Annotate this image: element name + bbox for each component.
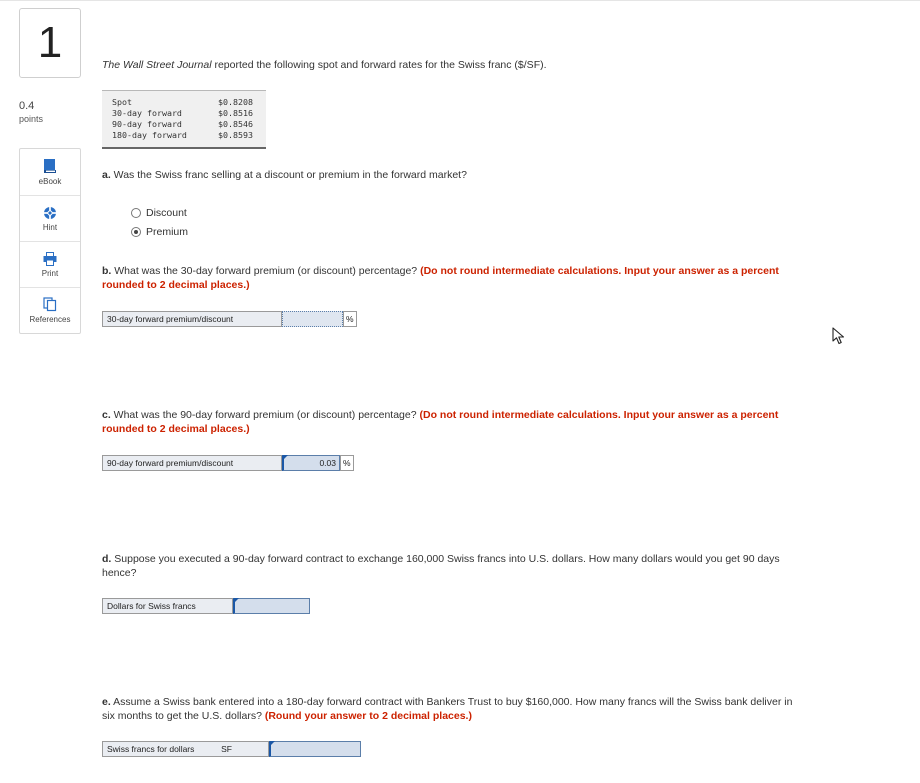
rate-label: 90-day forward — [112, 119, 182, 129]
part-b-input[interactable] — [282, 311, 343, 327]
part-a-question — [102, 168, 812, 182]
part-b-instruction: (Do not round intermediate calculations. Input your answer as a percent rounded to 2 decimal places.) — [102, 265, 779, 291]
premium-radio[interactable] — [131, 227, 141, 237]
top-divider — [0, 0, 920, 1]
part-c-prefix: c. — [102, 409, 111, 421]
part-c-field-label: 90-day forward premium/discount — [102, 455, 282, 471]
tool-sidebar — [19, 148, 81, 334]
print-button[interactable] — [20, 241, 80, 287]
rate-value: $0.8516 — [218, 108, 253, 118]
rate-label: Spot — [112, 97, 132, 107]
ebook-button[interactable] — [20, 149, 80, 195]
part-d-answer-row — [102, 598, 310, 614]
part-c-text: What was the 90-day forward premium (or discount) percentage? — [110, 409, 420, 421]
intro-text — [102, 59, 547, 71]
part-c-answer-row — [102, 455, 354, 471]
answer-flag-icon — [283, 455, 288, 460]
references-button[interactable] — [20, 287, 80, 333]
part-d-prefix: d. — [102, 553, 112, 565]
option-premium-label: Premium — [146, 226, 189, 238]
documents-icon — [43, 297, 57, 312]
part-e-text: Assume a Swiss bank entered into a 180-day forward contract with Bankers Trust to buy $160,000. How many francs will the Swiss bank deliver in six months to get the U.S. dollars? — [102, 696, 793, 722]
part-c-value: 0.03 — [319, 458, 336, 468]
part-b-field-label: 30-day forward premium/discount — [102, 311, 282, 327]
part-c-instruction: (Do not round intermediate calculations. Input your answer as a percent rounded to 2 decimal places.) — [102, 409, 779, 435]
printer-icon — [43, 252, 57, 266]
part-d-input[interactable] — [233, 598, 310, 614]
part-c-question — [102, 408, 812, 436]
book-icon — [43, 158, 57, 174]
lifebuoy-icon — [43, 206, 57, 220]
rate-value: $0.8208 — [218, 97, 253, 107]
rate-label: 180-day forward — [112, 130, 187, 140]
question-number: 1 — [19, 8, 81, 78]
part-c-input[interactable] — [282, 455, 340, 471]
points-label: points — [19, 114, 44, 124]
points-value: 0.4 — [19, 100, 35, 112]
hint-label: Hint — [42, 222, 58, 232]
part-c-unit: % — [340, 455, 354, 471]
part-e-field-label-box — [102, 741, 269, 757]
part-e-input[interactable] — [269, 741, 361, 757]
hint-button[interactable] — [20, 195, 80, 241]
ebook-label: eBook — [38, 177, 62, 186]
answer-flag-icon — [270, 741, 275, 746]
part-e-question — [102, 695, 802, 723]
part-e-answer-row — [102, 741, 361, 757]
part-b-unit: % — [343, 311, 357, 327]
mouse-cursor-icon — [832, 327, 846, 348]
part-a-prefix: a. — [102, 169, 111, 181]
part-b-answer-row — [102, 311, 357, 327]
intro-rest: reported the following spot and forward rates for the Swiss franc ($/SF). — [211, 59, 547, 71]
rate-value: $0.8593 — [218, 130, 253, 140]
rate-label: 30-day forward — [112, 108, 182, 118]
part-b-question — [102, 264, 812, 292]
option-discount-label: Discount — [146, 207, 187, 219]
rate-value: $0.8546 — [218, 119, 253, 129]
part-d-text: Suppose you executed a 90-day forward contract to exchange 160,000 Swiss francs into U.S. dollars. How many dollars would you get 90 days hence? — [102, 553, 780, 579]
part-d-field-label: Dollars for Swiss francs — [102, 598, 233, 614]
part-d-question — [102, 552, 802, 580]
answer-flag-icon — [234, 598, 239, 603]
part-e-unit-prefix: SF — [221, 744, 232, 754]
part-e-instruction: (Round your answer to 2 decimal places.) — [264, 710, 472, 722]
rate-table — [102, 90, 266, 149]
option-discount[interactable] — [131, 207, 187, 219]
part-b-text: What was the 30-day forward premium (or discount) percentage? — [111, 265, 421, 277]
print-label: Print — [41, 268, 59, 278]
part-e-field-label: Swiss francs for dollars — [107, 744, 195, 754]
option-premium[interactable] — [131, 226, 188, 238]
part-b-prefix: b. — [102, 265, 112, 277]
source-title: The Wall Street Journal — [102, 59, 212, 71]
part-e-prefix: e. — [102, 696, 111, 708]
discount-radio[interactable] — [131, 208, 141, 218]
references-label: References — [29, 315, 71, 324]
part-a-text: Was the Swiss franc selling at a discount or premium in the forward market? — [110, 169, 467, 181]
